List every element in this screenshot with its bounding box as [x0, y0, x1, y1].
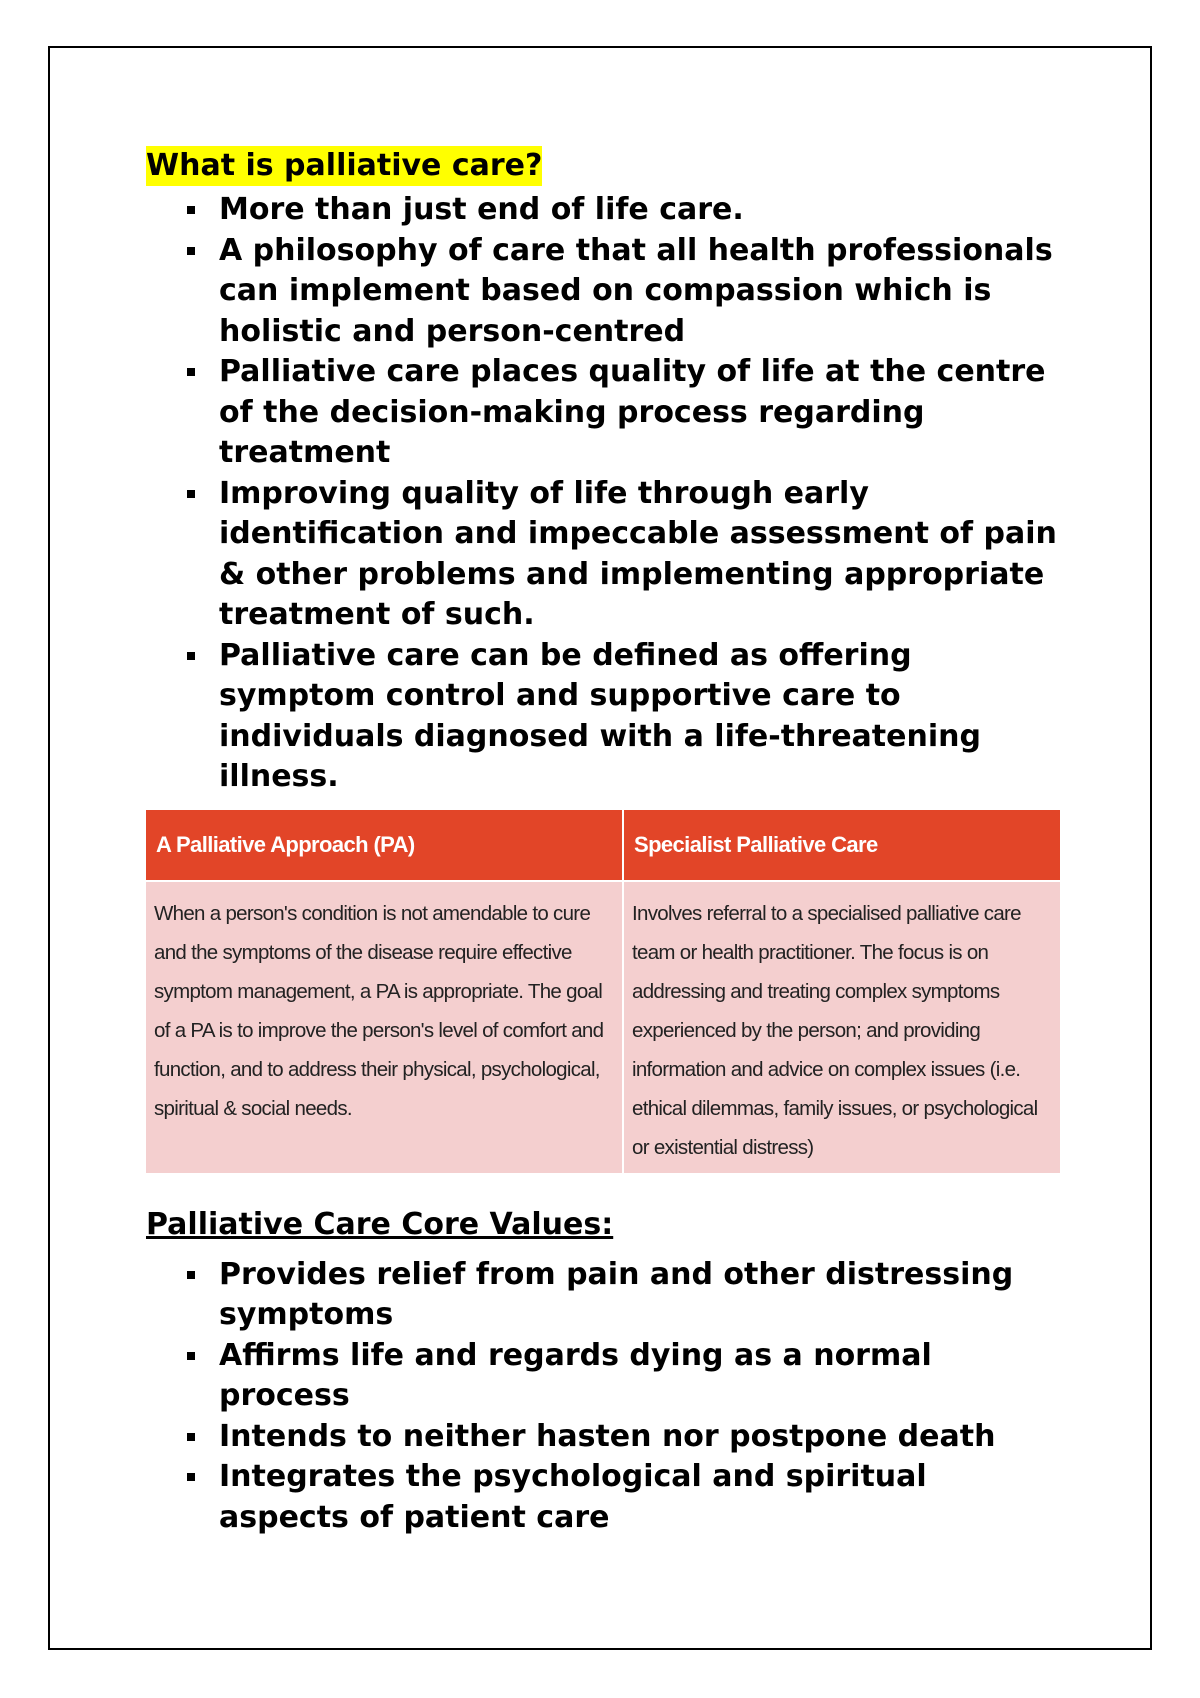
list-item [146, 231, 1066, 353]
list-item-text: Integrates the psychological and spiritual aspects of patient care [219, 1459, 927, 1535]
table-header-row [146, 810, 1060, 880]
table-header-specialist-care: Specialist Palliative Care [624, 810, 1060, 880]
square-bullet-icon [187, 1473, 195, 1481]
definition-bullet-list [146, 190, 1066, 798]
square-bullet-icon [187, 247, 195, 255]
square-bullet-icon [187, 1271, 195, 1279]
heading-what-is-palliative-care: What is palliative care? [146, 146, 542, 186]
list-item-text: A philosophy of care that all health professionals can implement based on compassion which is holistic and person-centred [219, 232, 1053, 349]
list-item [146, 352, 1066, 474]
list-item-text: Palliative care can be defined as offering symptom control and supportive care to individuals diagnosed with a life-threatening illness. [219, 637, 981, 794]
table-header-palliative-approach: A Palliative Approach (PA) [146, 810, 622, 880]
list-item [146, 1417, 1066, 1458]
heading-core-values: Palliative Care Core Values: [146, 1206, 614, 1242]
list-item [146, 1457, 1066, 1538]
list-item [146, 1336, 1066, 1417]
list-item [146, 636, 1066, 798]
core-values-bullet-list [146, 1255, 1066, 1539]
table-row [146, 882, 1060, 1173]
list-item-text: More than just end of life care. [219, 192, 744, 227]
square-bullet-icon [187, 1352, 195, 1360]
square-bullet-icon [187, 490, 195, 498]
list-item [146, 1255, 1066, 1336]
palliative-approach-comparison-table [144, 808, 1062, 1175]
list-item [146, 190, 1066, 231]
list-item-text: Palliative care places quality of life at the centre of the decision-making process regarding treatment [219, 354, 1046, 470]
table-cell-specialist-care: Involves referral to a specialised palliative care team or health practitioner. The focus is on addressing and treating complex symptoms experienced by the person; and providing information and advice on complex issues (i.e. ethical dilemmas, family issues, or psychological or existential distress) [624, 882, 1060, 1173]
table-cell-palliative-approach: When a person's condition is not amendable to cure and the symptoms of the disease require effective symptom management, a PA is appropriate. The goal of a PA is to improve the person's level of comfort and function, and to address their physical, psychological, spiritual & social needs. [146, 882, 622, 1173]
list-item [146, 474, 1066, 636]
list-item-text: Improving quality of life through early identification and impeccable assessment of pain & other problems and implementing appropriate treatment of such. [219, 475, 1057, 632]
list-item-text: Affirms life and regards dying as a normal process [219, 1337, 932, 1413]
square-bullet-icon [187, 1433, 195, 1441]
list-item-text: Provides relief from pain and other distressing symptoms [219, 1256, 1014, 1332]
square-bullet-icon [187, 368, 195, 376]
list-item-text: Intends to neither hasten nor postpone death [219, 1418, 996, 1454]
square-bullet-icon [187, 652, 195, 660]
square-bullet-icon [187, 206, 195, 214]
document-content [146, 146, 1066, 1538]
